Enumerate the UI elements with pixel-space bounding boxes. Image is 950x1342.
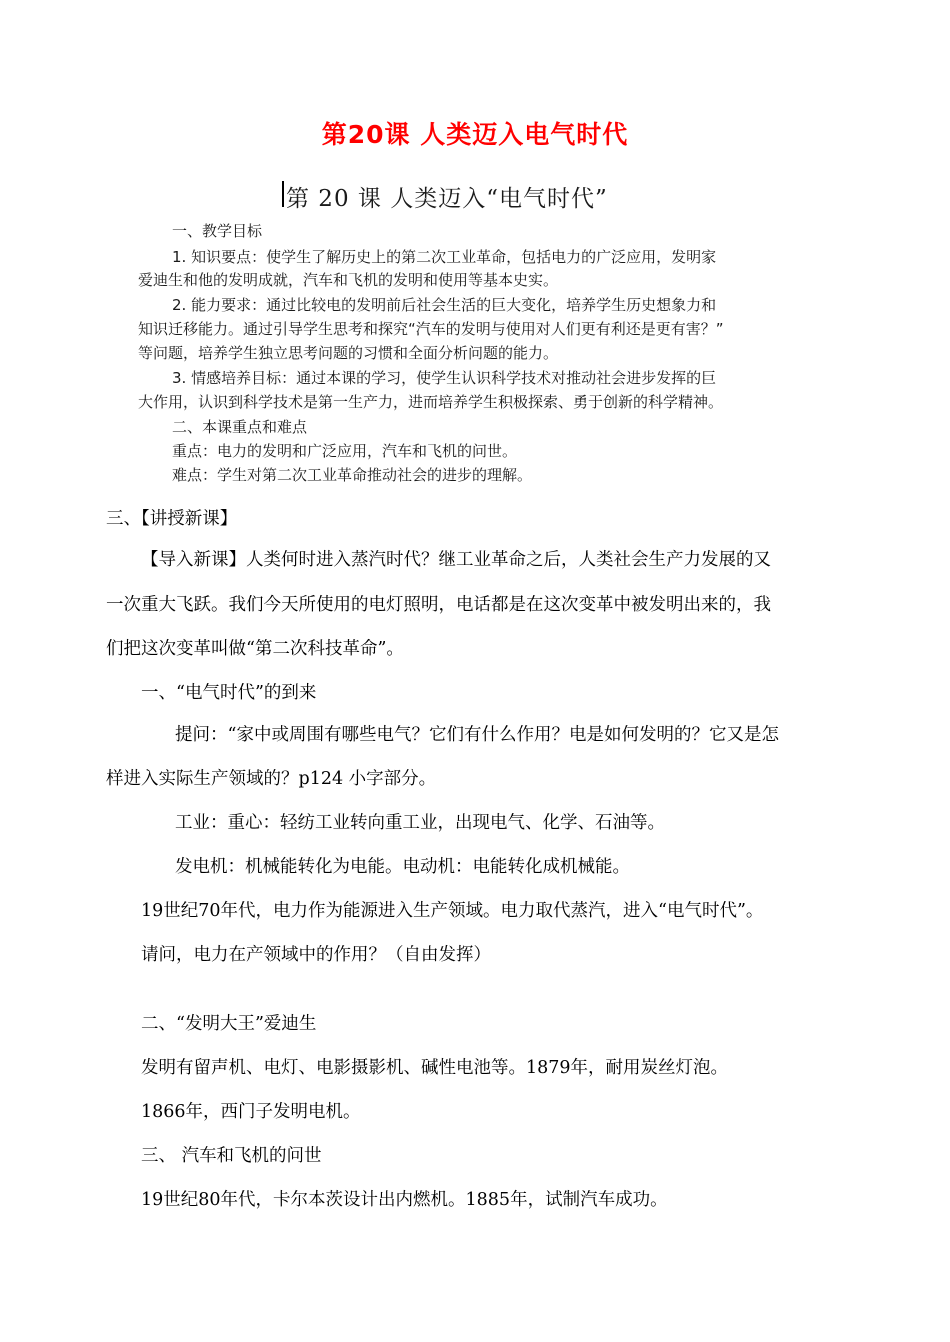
- scan-line-emotion-cont: 大作用，认识到科学技术是第一生产力，进而培养学生积极探索、勇于创新的科学精神。: [138, 393, 724, 411]
- subsection-cars-planes: 三、 汽车和飞机的问世: [141, 1146, 322, 1166]
- electricity-role-question: 请问，电力在产领域中的作用？（自由发挥）: [141, 945, 491, 965]
- question-line-2: 样进入实际生产领域的？p124 小字部分。: [106, 769, 437, 789]
- eighties-line: 19世纪80年代，卡尔本茨设计出内燃机。1885年，试制汽车成功。: [141, 1190, 668, 1210]
- scan-line-key-points-heading: 二、本课重点和难点: [172, 418, 308, 436]
- intro-paragraph-line-2: 一次重大飞跃。我们今天所使用的电灯照明，电话都是在这次变革中被发明出来的，我: [106, 595, 771, 615]
- scan-line-difficult-point: 难点：学生对第二次工业革命推动社会的进步的理解。: [172, 466, 533, 484]
- intro-paragraph-line-1: 【导入新课】人类何时进入蒸汽时代？继工业革命之后，人类社会生产力发展的又: [141, 550, 771, 570]
- scan-line-objectives: 一、教学目标: [172, 222, 263, 240]
- siemens-line: 1866年，西门子发明电机。: [141, 1102, 361, 1122]
- edison-inventions-line: 发明有留声机、电灯、电影摄影机、碱性电池等。1879年，耐用炭丝灯泡。: [141, 1058, 729, 1078]
- scanned-heading: 第 20 课 人类迈入“电气时代”: [286, 180, 786, 213]
- scan-line-knowledge: 1. 知识要点：使学生了解历史上的第二次工业革命，包括电力的广泛应用，发明家: [172, 248, 717, 266]
- subsection-electric-age: 一、“电气时代”的到来: [141, 683, 317, 703]
- question-line-1: 提问：“家中或周围有哪些电气？它们有什么作用？电是如何发明的？它又是怎: [175, 725, 779, 745]
- scan-line-key-point: 重点：电力的发明和广泛应用，汽车和飞机的问世。: [172, 442, 518, 460]
- scan-line-ability: 2. 能力要求：通过比较电的发明前后社会生活的巨大变化，培养学生历史想象力和: [172, 296, 717, 314]
- scan-line-ability-cont-2: 等问题，培养学生独立思考问题的习惯和全面分析问题的能力。: [138, 344, 559, 362]
- section-three-heading: 三、【讲授新课】: [106, 509, 238, 529]
- subsection-edison: 二、“发明大王”爱迪生: [141, 1014, 317, 1034]
- generator-line: 发电机：机械能转化为电能。电动机：电能转化成机械能。: [175, 857, 630, 877]
- intro-paragraph-line-3: 们把这次变革叫做“第二次科技革命”。: [106, 639, 404, 659]
- scan-line-knowledge-cont: 爱迪生和他的发明成就，汽车和飞机的发明和使用等基本史实。: [138, 271, 559, 289]
- scan-line-ability-cont: 知识迁移能力。通过引导学生思考和探究“汽车的发明与使用对人们更有利还是更有害？”: [138, 320, 724, 338]
- scan-line-emotion: 3. 情感培养目标：通过本课的学习，使学生认识科学技术对推动社会进步发挥的巨: [172, 369, 717, 387]
- document-title: 第20课 人类迈入电气时代: [321, 120, 629, 149]
- industry-line: 工业：重心：轻纺工业转向重工业，出现电气、化学、石油等。: [175, 813, 665, 833]
- seventies-line: 19世纪70年代，电力作为能源进入生产领域。电力取代蒸汽，进入“电气时代”。: [141, 901, 764, 921]
